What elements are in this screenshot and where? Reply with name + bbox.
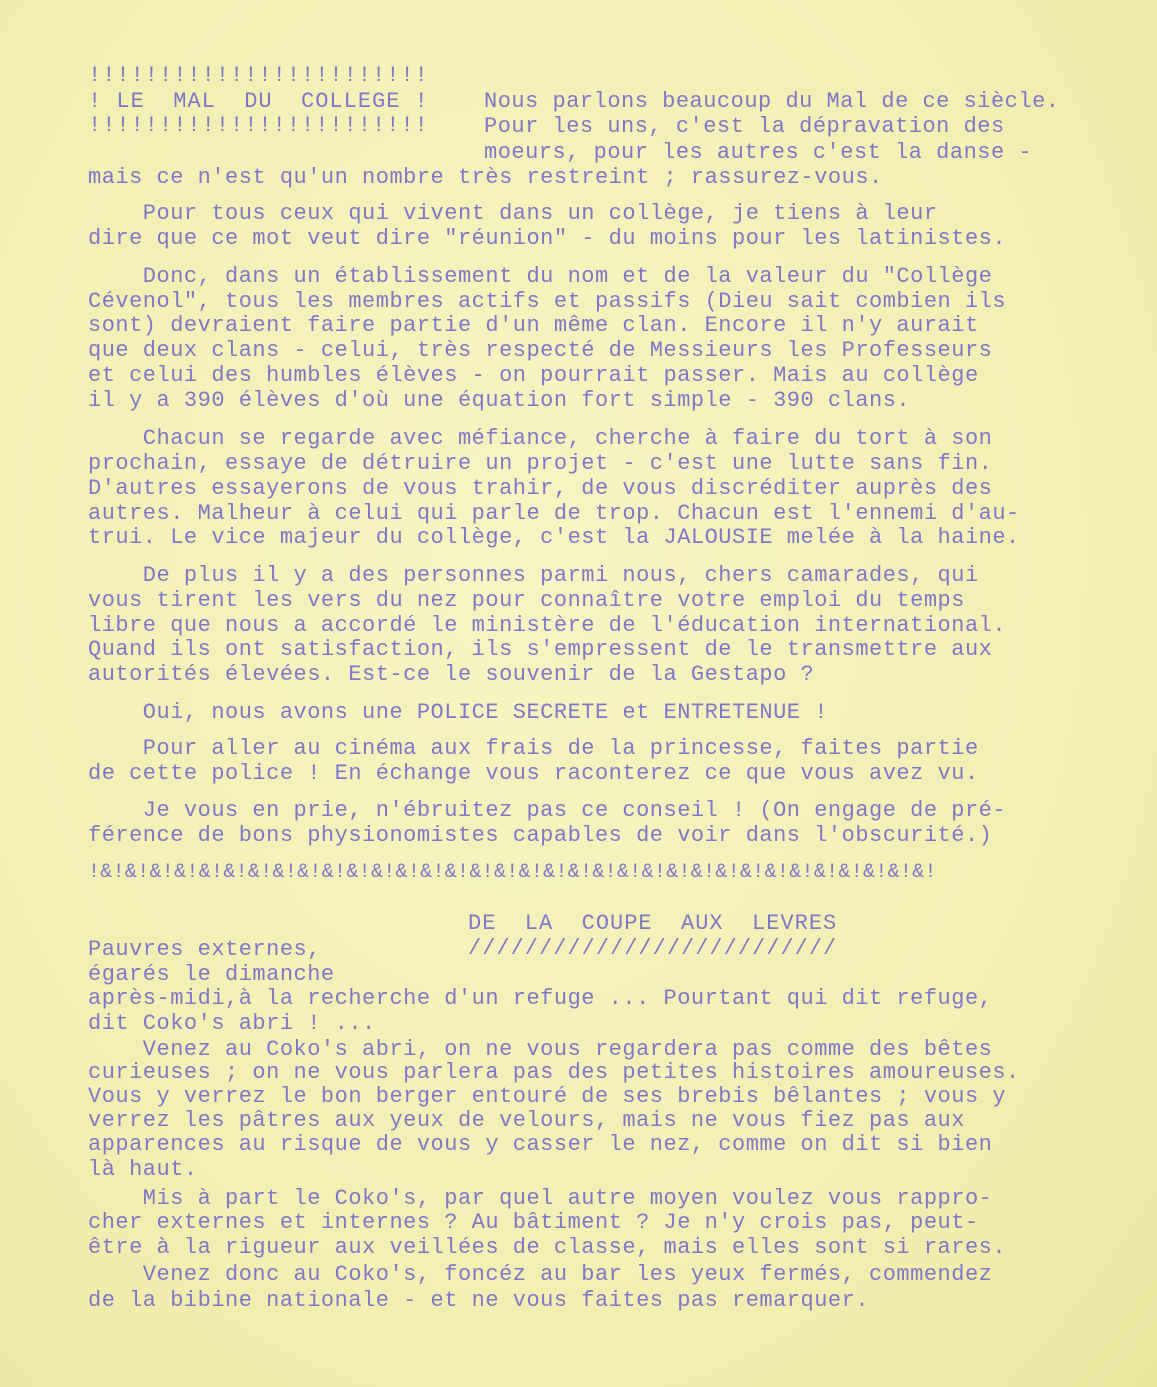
title-border-top: !!!!!!!!!!!!!!!!!!!!!!!!	[88, 63, 429, 88]
section-title: DE LA COUPE AUX LEVRES	[468, 911, 838, 936]
paragraph-line: il y a 390 élèves d'où une équation fort simple - 390 clans.	[88, 388, 911, 413]
paragraph-line: autorités élevées. Est-ce le souvenir de la Gestapo ?	[88, 662, 815, 687]
section-line: Pauvres externes,	[88, 937, 321, 962]
paragraph-line: Pour aller au cinéma aux frais de la princesse, faites partie	[88, 736, 979, 761]
section-line: être à la rigueur aux veillées de classe, mais elles sont si rares.	[88, 1235, 1007, 1260]
paragraph-line: Je vous en prie, n'ébruitez pas ce conseil ! (On engage de pré-	[88, 798, 1007, 823]
section-line: curieuses ; on ne vous parlera pas des petites histoires amoureuses.	[88, 1060, 1020, 1085]
paragraph-line: Donc, dans un établissement du nom et de la valeur du "Collège	[88, 264, 993, 289]
paragraph-line: Oui, nous avons une POLICE SECRETE et ENTRETENUE !	[88, 700, 828, 725]
section-line: verrez les pâtres aux yeux de velours, mais ne vous fiez pas aux	[88, 1108, 965, 1133]
section-separator: !&!&!&!&!&!&!&!&!&!&!&!&!&!&!&!&!&!&!&!&!&!&!&!&!&!&!&!&!&!&!&!&!&!&!	[88, 861, 937, 884]
paragraph-line: D'autres essayerons de vous trahir, de vous discréditer auprès des	[88, 476, 993, 501]
section-line: Venez donc au Coko's, foncéz au bar les yeux fermés, commendez	[88, 1262, 993, 1287]
paragraph-line: férence de bons physionomistes capables de voir dans l'obscurité.)	[88, 823, 993, 848]
section-line: Venez au Coko's abri, on ne vous regardera pas comme des bêtes	[88, 1037, 993, 1062]
paragraph-line: de cette police ! En échange vous raconterez ce que vous avez vu.	[88, 761, 979, 786]
section-line: apparences au risque de vous y casser le nez, comme on dit si bien	[88, 1132, 993, 1157]
section-line: égarés le dimanche	[88, 962, 335, 987]
intro-line: Pour les uns, c'est la dépravation des	[484, 114, 1005, 139]
paragraph-line: libre que nous a accordé le ministère de l'éducation international.	[88, 613, 1007, 638]
intro-line: moeurs, pour les autres c'est la danse -	[484, 140, 1033, 165]
section-line: là haut.	[88, 1157, 198, 1182]
paragraph-line: vous tirent les vers du nez pour connaître votre emploi du temps	[88, 588, 965, 613]
section-line: après-midi,à la recherche d'un refuge ... Pourtant qui dit refuge,	[88, 986, 993, 1011]
paragraph-line: trui. Le vice majeur du collège, c'est la JALOUSIE melée à la haine.	[88, 525, 1020, 550]
section-title-underline: //////////////////////////	[468, 936, 838, 961]
paragraph-line: dire que ce mot veut dire "réunion" - du moins pour les latinistes.	[88, 226, 1007, 251]
paragraph-line: sont) devraient faire partie d'un même clan. Encore il n'y aurait	[88, 313, 979, 338]
paragraph-line: Chacun se regarde avec méfiance, cherche à faire du tort à son	[88, 426, 993, 451]
section-line: dit Coko's abri ! ...	[88, 1011, 376, 1036]
paragraph-line: autres. Malheur à celui qui parle de trop. Chacun est l'ennemi d'au-	[88, 501, 1020, 526]
paragraph-line: Pour tous ceux qui vivent dans un collège, je tiens à leur	[88, 201, 938, 226]
section-line: de la bibine nationale - et ne vous faites pas remarquer.	[88, 1288, 870, 1313]
paragraph-line: que deux clans - celui, très respecté de Messieurs les Professeurs	[88, 338, 993, 363]
section-line: cher externes et internes ? Au bâtiment ? Je n'y crois pas, peut-	[88, 1210, 979, 1235]
paragraph-line: Quand ils ont satisfaction, ils s'empressent de le transmettre aux	[88, 637, 993, 662]
paragraph-line: De plus il y a des personnes parmi nous, chers camarades, qui	[88, 563, 979, 588]
title-label: ! LE MAL DU COLLEGE !	[88, 89, 429, 114]
paragraph-line: et celui des humbles élèves - on pourrait passer. Mais au collège	[88, 363, 979, 388]
section-line: Mis à part le Coko's, par quel autre moyen voulez vous rappro-	[88, 1186, 993, 1211]
intro-line: Nous parlons beaucoup du Mal de ce siècle.	[484, 89, 1060, 114]
title-border-bottom: !!!!!!!!!!!!!!!!!!!!!!!!	[88, 113, 429, 138]
section-line: Vous y verrez le bon berger entouré de ses brebis bêlantes ; vous y	[88, 1084, 1007, 1109]
paragraph-line: prochain, essaye de détruire un projet - c'est une lutte sans fin.	[88, 451, 993, 476]
paragraph-line: Cévenol", tous les membres actifs et passifs (Dieu sait combien ils	[88, 289, 1007, 314]
intro-line: mais ce n'est qu'un nombre très restreint ; rassurez-vous.	[88, 165, 883, 190]
